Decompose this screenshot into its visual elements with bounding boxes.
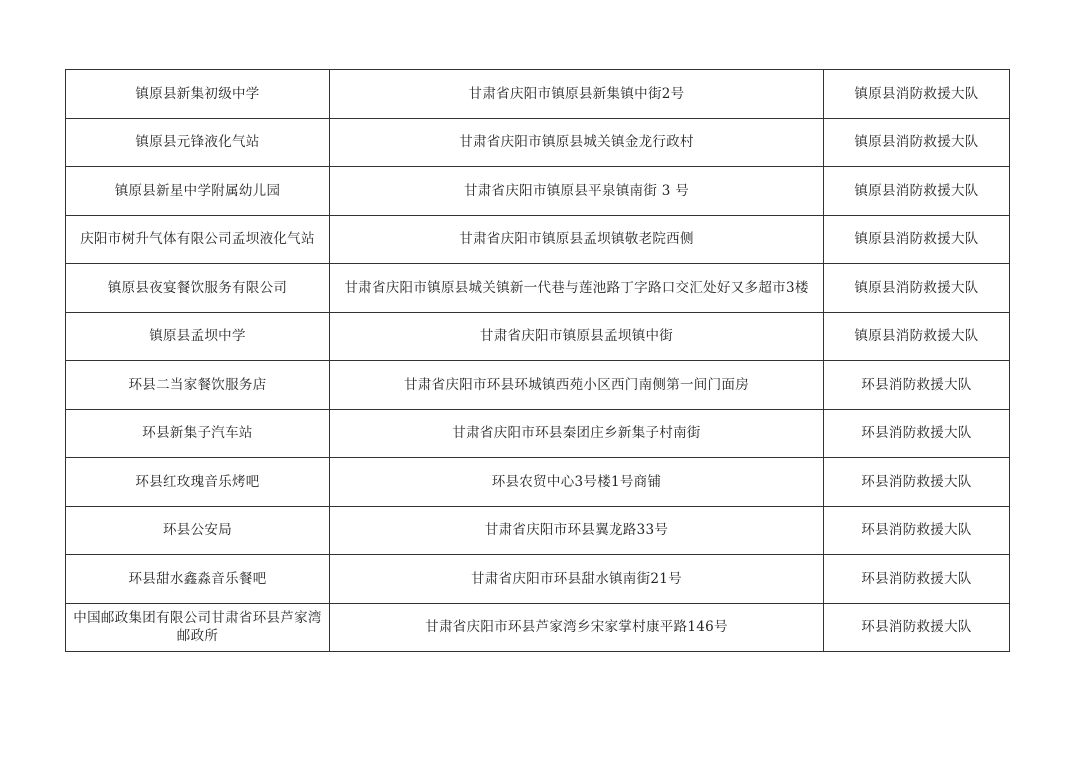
brigade-cell: 镇原县消防救援大队 [824, 70, 1010, 119]
address-cell: 甘肃省庆阳市镇原县城关镇金龙行政村 [330, 118, 824, 167]
table-row [66, 215, 1010, 264]
address-cell: 甘肃省庆阳市环县秦团庄乡新集子村南街 [330, 409, 824, 458]
unit-name-cell: 庆阳市树升气体有限公司孟坝液化气站 [66, 215, 330, 264]
brigade-cell: 环县消防救援大队 [824, 458, 1010, 507]
unit-name-cell: 镇原县孟坝中学 [66, 312, 330, 361]
address-cell: 甘肃省庆阳市环县翼龙路33号 [330, 506, 824, 555]
unit-name-cell: 镇原县新集初级中学 [66, 70, 330, 119]
address-cell: 甘肃省庆阳市镇原县孟坝镇敬老院西侧 [330, 215, 824, 264]
brigade-cell: 环县消防救援大队 [824, 603, 1010, 652]
unit-name-cell: 镇原县元锋液化气站 [66, 118, 330, 167]
brigade-cell: 镇原县消防救援大队 [824, 312, 1010, 361]
table-row [66, 118, 1010, 167]
table-row [66, 458, 1010, 507]
table-row [66, 70, 1010, 119]
table-row [66, 409, 1010, 458]
address-cell: 甘肃省庆阳市环县环城镇西苑小区西门南侧第一间门面房 [330, 361, 824, 410]
unit-name-cell: 环县公安局 [66, 506, 330, 555]
address-cell: 环县农贸中心3号楼1号商铺 [330, 458, 824, 507]
table-body [66, 70, 1010, 652]
fire-safety-units-table [65, 69, 1010, 652]
table-row [66, 264, 1010, 313]
unit-name-cell: 环县二当家餐饮服务店 [66, 361, 330, 410]
unit-name-cell: 环县红玫瑰音乐烤吧 [66, 458, 330, 507]
table-row [66, 506, 1010, 555]
unit-name-cell: 环县甜水鑫淼音乐餐吧 [66, 555, 330, 604]
brigade-cell: 环县消防救援大队 [824, 506, 1010, 555]
table-row [66, 312, 1010, 361]
address-cell: 甘肃省庆阳市镇原县新集镇中街2号 [330, 70, 824, 119]
brigade-cell: 环县消防救援大队 [824, 361, 1010, 410]
brigade-cell: 镇原县消防救援大队 [824, 118, 1010, 167]
unit-name-cell: 镇原县新星中学附属幼儿园 [66, 167, 330, 216]
address-cell: 甘肃省庆阳市镇原县孟坝镇中街 [330, 312, 824, 361]
brigade-cell: 镇原县消防救援大队 [824, 167, 1010, 216]
brigade-cell: 环县消防救援大队 [824, 409, 1010, 458]
address-cell: 甘肃省庆阳市镇原县平泉镇南街 3 号 [330, 167, 824, 216]
address-cell: 甘肃省庆阳市镇原县城关镇新一代巷与莲池路丁字路口交汇处好又多超市3楼 [330, 264, 824, 313]
table-row [66, 167, 1010, 216]
unit-name-cell: 中国邮政集团有限公司甘肃省环县芦家湾邮政所 [66, 603, 330, 652]
brigade-cell: 镇原县消防救援大队 [824, 264, 1010, 313]
table-row [66, 361, 1010, 410]
address-cell: 甘肃省庆阳市环县芦家湾乡宋家掌村康平路146号 [330, 603, 824, 652]
table-row [66, 603, 1010, 652]
unit-name-cell: 环县新集子汽车站 [66, 409, 330, 458]
brigade-cell: 环县消防救援大队 [824, 555, 1010, 604]
brigade-cell: 镇原县消防救援大队 [824, 215, 1010, 264]
address-cell: 甘肃省庆阳市环县甜水镇南街21号 [330, 555, 824, 604]
unit-name-cell: 镇原县夜宴餐饮服务有限公司 [66, 264, 330, 313]
table-row [66, 555, 1010, 604]
